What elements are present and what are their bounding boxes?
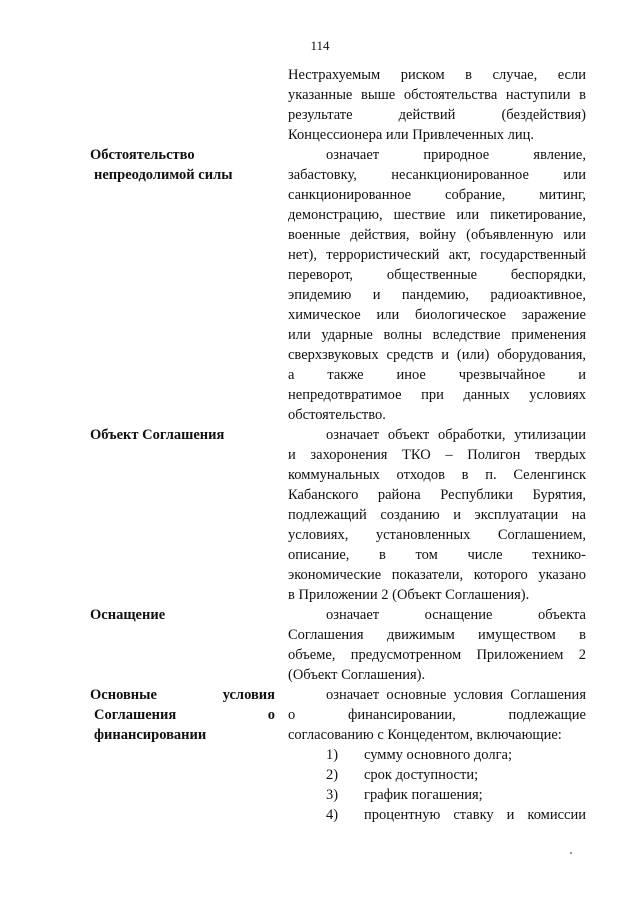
definition-line: или ударные волны вследствие применения [288,327,586,343]
definition-line: Кабанского района Республики Бурятия, [288,487,586,503]
definition-term: Оснащение [90,607,166,623]
intro-line: указанные выше обстоятельства наступили в [288,87,586,103]
definition-line: химическое или биологическое заражение [288,307,586,323]
definition-term: Основные условия [90,687,275,703]
definition-line: а также иное чрезвычайное и [288,367,586,383]
page-number: 114 [310,38,330,53]
definition-line: описание, в том числе технико- [288,547,586,563]
scan-speck [570,852,572,854]
definition-line: означает природное явление, [326,147,586,163]
definition-line: означает объект обработки, утилизации [326,427,586,443]
definition-line: демонстрацию, шествие или пикетирование, [288,207,586,223]
definition-term: Обстоятельство [90,147,195,163]
list-item-number: 3) [326,787,339,803]
definition-line: согласованию с Концедентом, включающие: [288,727,562,743]
definition-term: финансировании [94,727,207,743]
definition-line: подлежащий созданию и эксплуатации на [288,507,586,523]
definition-line: (Объект Соглашения). [288,667,426,683]
definition-line: означает оснащение объекта [326,607,586,623]
definition-line: непредотвратимое при данных условиях [288,387,586,403]
definition-line: и захоронения ТКО – Полигон твердых [288,447,586,463]
definition-line: Соглашения движимым имуществом в [288,627,586,643]
list-item-number: 1) [326,747,339,763]
definition-line: обстоятельство. [288,407,386,423]
definition-term: Объект Соглашения [90,427,225,443]
definition-line: военные действия, войну (объявленную или [288,227,586,243]
intro-line: Концессионера или Привлеченных лиц. [288,127,534,143]
definition-term: непреодолимой силы [94,167,233,183]
intro-line: результате действий (бездействия) [288,107,586,123]
list-item-text: график погашения; [364,787,483,803]
definition-line: означает основные условия Соглашения [326,687,586,703]
list-item-text: процентную ставку и комиссии [364,807,586,823]
definition-line: в Приложении 2 (Объект Соглашения). [288,587,530,603]
definition-line: переворот, общественные беспорядки, [288,267,586,283]
definition-line: эпидемию и пандемию, радиоактивное, [288,287,586,303]
list-item-number: 4) [326,807,339,823]
definition-line: экономические показатели, которого указано [288,567,586,583]
definition-line: нет), террористический акт, государственный [288,247,586,263]
definition-line: забастовку, несанкционированное или [288,167,586,183]
definition-line: сверхзвуковых средств и (или) оборудования, [288,347,586,363]
list-item-text: сумму основного долга; [364,747,512,763]
intro-line: Нестрахуемым риском в случае, если [288,67,586,83]
definition-line: о финансировании, подлежащие [288,707,586,723]
list-item-number: 2) [326,767,339,783]
definition-line: условиях, установленных Соглашением, [288,527,586,543]
definition-term: Соглашения о [94,707,275,723]
definition-line: объеме, предусмотренном Приложением 2 [288,647,586,663]
list-item-text: срок доступности; [364,767,479,783]
definition-line: коммунальных отходов в п. Селенгинск [288,467,586,483]
definition-line: санкционированное собрание, митинг, [288,187,586,203]
